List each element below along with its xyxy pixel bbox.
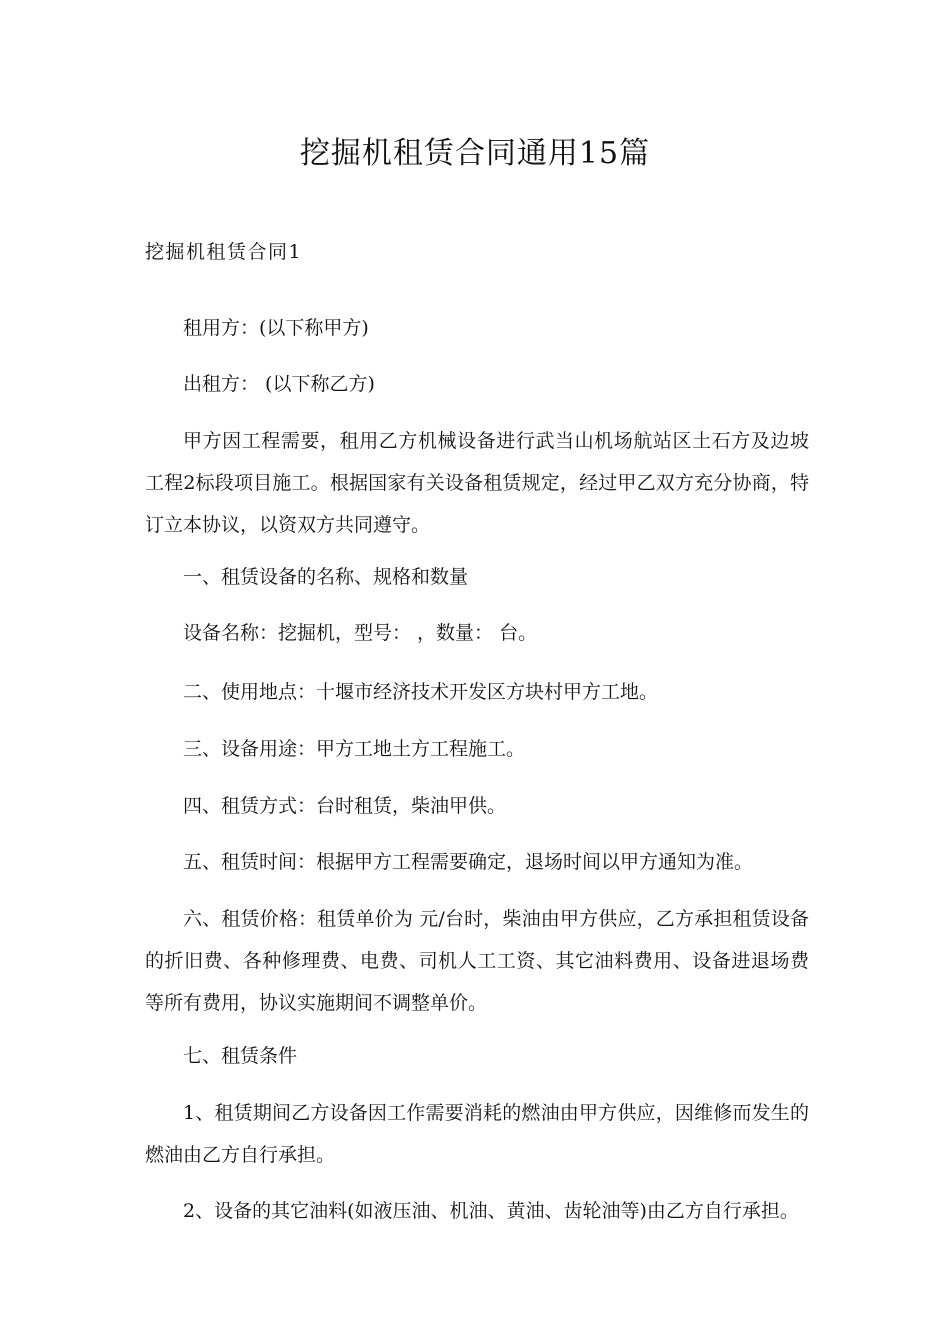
clause-7-heading: 七、租赁条件 [183,1045,298,1067]
clause-1-heading: 一、租赁设备的名称、规格和数量 [183,566,469,588]
clause-6-price: 六、租赁价格：租赁单价为 元/台时，柴油由甲方供应，乙方承担租赁设备的折旧费、各种修理费、电费、司机人工工资、其它油料费用、设备进退场费等所有费用，协议实施期间不调整单价。 [145,908,809,1014]
clause-4-method: 四、租赁方式：台时租赁，柴油甲供。 [183,795,507,817]
clause-3-usage: 三、设备用途：甲方工地土方工程施工。 [183,738,526,760]
condition-2: 2、设备的其它油料(如液压油、机油、黄油、齿轮油等)由乙方自行承担。 [183,1200,799,1222]
document-title: 挖掘机租赁合同通用15篇 [299,136,651,171]
lessor-line: 出租方： (以下称乙方) [183,373,375,395]
section-heading: 挖掘机租赁合同1 [145,241,303,263]
clause-2-location: 二、使用地点：十堰市经济技术开发区方块村甲方工地。 [183,681,659,703]
clause-5-duration: 五、租赁时间：根据甲方工程需要确定，退场时间以甲方通知为准。 [183,851,754,873]
preamble-paragraph: 甲方因工程需要，租用乙方机械设备进行武当山机场航站区土石方及边坡工程2标段项目施工。根据国家有关设备租赁规定，经过甲乙双方充分协商，特订立本协议，以资双方共同遵守。 [145,430,809,536]
condition-1: 1、租赁期间乙方设备因工作需要消耗的燃油由甲方供应，因维修而发生的燃油由乙方自行承担。 [145,1102,809,1166]
lessee-line: 租用方：(以下称甲方) [183,317,369,339]
equipment-line: 设备名称：挖掘机，型号： ，数量： 台。 [183,622,538,644]
